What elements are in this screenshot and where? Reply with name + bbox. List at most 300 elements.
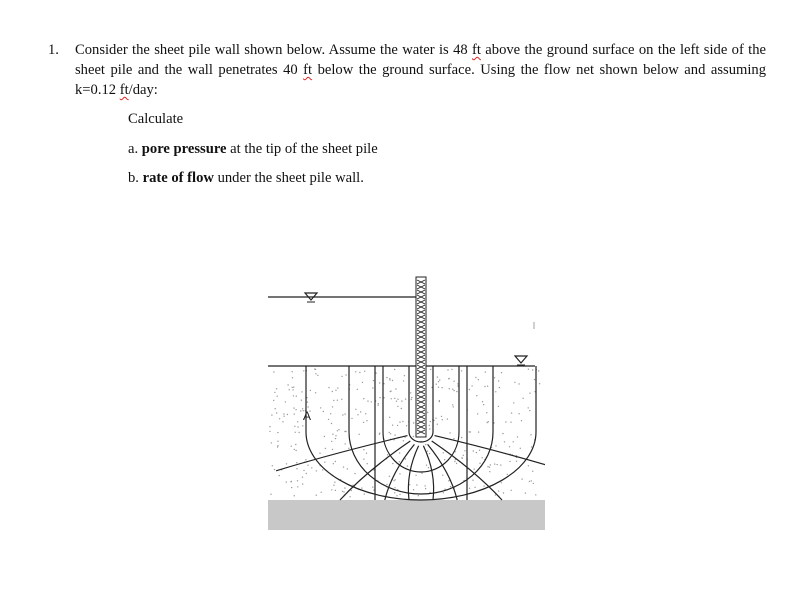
- soil-dot: [332, 449, 333, 450]
- soil-dot: [294, 426, 295, 427]
- soil-dot: [387, 454, 388, 455]
- soil-dot: [366, 420, 367, 421]
- soil-dot: [293, 407, 294, 408]
- soil-dot: [535, 494, 536, 495]
- soil-dot: [316, 495, 317, 496]
- soil-dot: [436, 384, 437, 385]
- soil-dot: [301, 400, 302, 401]
- soil-dot: [426, 465, 427, 466]
- soil-dot: [453, 381, 454, 382]
- soil-dot: [332, 406, 333, 407]
- soil-dot: [364, 493, 365, 494]
- soil-dot: [427, 412, 428, 413]
- soil-dot: [429, 453, 430, 454]
- soil-dot: [482, 457, 483, 458]
- soil-dot: [306, 473, 307, 474]
- question-a: [128, 141, 378, 158]
- soil-dot: [271, 414, 272, 415]
- soil-dot: [363, 398, 364, 399]
- soil-dot: [464, 450, 465, 451]
- soil-dot: [302, 483, 303, 484]
- soil-dot: [479, 450, 480, 451]
- soil-dot: [487, 422, 488, 423]
- soil-dot: [528, 465, 529, 466]
- soil-dot: [502, 433, 503, 434]
- soil-dot: [343, 466, 344, 467]
- soil-dot: [443, 452, 444, 453]
- soil-dot: [528, 407, 529, 408]
- soil-dot: [335, 390, 336, 391]
- soil-dot: [392, 425, 393, 426]
- soil-dot: [335, 435, 336, 436]
- soil-dot: [335, 438, 336, 439]
- soil-dot: [377, 405, 378, 406]
- soil-dot: [518, 383, 519, 384]
- soil-dot: [393, 480, 394, 481]
- soil-dot: [344, 413, 345, 414]
- soil-dot: [392, 463, 393, 464]
- soil-dot: [295, 450, 296, 451]
- soil-dot: [355, 371, 356, 372]
- soil-dot: [333, 400, 334, 401]
- equipotential-lines: [276, 366, 545, 500]
- soil-dot: [529, 410, 530, 411]
- soil-dot: [402, 421, 403, 422]
- soil-dot: [363, 422, 364, 423]
- soil-dot: [413, 422, 414, 423]
- soil-dot: [403, 380, 404, 381]
- soil-dot: [485, 371, 486, 372]
- soil-dot: [499, 387, 500, 388]
- soil-dot: [513, 441, 514, 442]
- question-b-text: under the sheet pile wall.: [213, 170, 364, 186]
- soil-dot: [383, 397, 384, 398]
- soil-dot: [324, 436, 325, 437]
- soil-dot: [291, 446, 292, 447]
- soil-dot: [444, 489, 445, 490]
- soil-dot: [283, 416, 284, 417]
- soil-dot: [501, 482, 502, 483]
- question-b-prefix: b.: [128, 170, 143, 186]
- soil-dot: [295, 432, 296, 433]
- soil-dot: [413, 489, 414, 490]
- soil-dot: [293, 386, 294, 387]
- soil-dot: [367, 463, 368, 464]
- soil-dot: [498, 406, 499, 407]
- soil-dot: [363, 449, 364, 450]
- soil-dot: [430, 369, 431, 370]
- soil-dot: [421, 473, 422, 474]
- soil-dot: [396, 401, 397, 402]
- question-a-keyword: pore pressure: [141, 141, 227, 157]
- soil-dot: [277, 432, 278, 433]
- soil-dot: [525, 492, 526, 493]
- soil-dot: [364, 371, 365, 372]
- soil-dot: [292, 389, 293, 390]
- soil-dot: [294, 413, 295, 414]
- soil-dot: [397, 406, 398, 407]
- soil-dot: [337, 400, 338, 401]
- soil-dot: [473, 450, 474, 451]
- soil-dot: [407, 465, 408, 466]
- soil-dot: [405, 458, 406, 459]
- soil-dot: [357, 389, 358, 390]
- soil-dot: [457, 383, 458, 384]
- soil-dot: [516, 461, 517, 462]
- soil-dot: [272, 465, 273, 466]
- soil-stipple: [269, 368, 540, 497]
- soil-dot: [447, 418, 448, 419]
- soil-dot: [298, 432, 299, 433]
- point-a-label: A: [303, 409, 312, 423]
- soil-dot: [469, 389, 470, 390]
- soil-dot: [331, 489, 332, 490]
- soil-dot: [494, 463, 495, 464]
- soil-dot: [438, 387, 439, 388]
- soil-dot: [489, 467, 490, 468]
- soil-dot: [474, 468, 475, 469]
- soil-dot: [456, 391, 457, 392]
- soil-dot: [392, 380, 393, 381]
- soil-dot: [325, 448, 326, 449]
- soil-dot: [300, 410, 301, 411]
- soil-dot: [269, 426, 270, 427]
- soil-dot: [341, 399, 342, 400]
- soil-dot: [372, 387, 373, 388]
- soil-dot: [529, 481, 530, 482]
- soil-dot: [505, 421, 506, 422]
- soil-dot: [501, 372, 502, 373]
- soil-dot: [520, 448, 521, 449]
- soil-dot: [292, 377, 293, 378]
- soil-dot: [474, 487, 475, 488]
- soil-dot: [425, 444, 426, 445]
- soil-dot: [484, 386, 485, 387]
- soil-dot: [427, 450, 428, 451]
- soil-dot: [452, 389, 453, 390]
- soil-dot: [443, 492, 444, 493]
- soil-dot: [343, 491, 344, 492]
- soil-dot: [319, 453, 320, 454]
- soil-dot: [395, 479, 396, 480]
- soil-dot: [279, 418, 280, 419]
- problem-number: 1.: [48, 42, 59, 58]
- soil-dot: [472, 480, 473, 481]
- soil-dot: [494, 377, 495, 378]
- soil-dot: [290, 481, 291, 482]
- soil-dot: [294, 449, 295, 450]
- soil-dot: [528, 369, 529, 370]
- soil-dot: [307, 465, 308, 466]
- soil-dot: [274, 392, 275, 393]
- soil-dot: [495, 391, 496, 392]
- soil-dot: [310, 390, 311, 391]
- soil-dot: [534, 379, 535, 380]
- soil-dot: [362, 382, 363, 383]
- soil-dot: [351, 490, 352, 491]
- soil-dot: [276, 412, 277, 413]
- soil-dot: [438, 381, 439, 382]
- soil-dot: [330, 413, 331, 414]
- soil-dot: [371, 401, 372, 402]
- soil-dot: [277, 446, 278, 447]
- soil-dot: [476, 452, 477, 453]
- soil-dot: [533, 483, 534, 484]
- soil-dot: [277, 396, 278, 397]
- soil-dot: [456, 463, 457, 464]
- soil-dot: [328, 387, 329, 388]
- question-a-prefix: a.: [128, 141, 142, 157]
- soil-dot: [292, 387, 293, 388]
- unit-ft-misspelled: ft: [472, 42, 481, 58]
- soil-dot: [461, 370, 462, 371]
- soil-dot: [403, 440, 404, 441]
- soil-dot: [449, 378, 450, 379]
- soil-dot: [355, 409, 356, 410]
- soil-dot: [532, 471, 533, 472]
- soil-dot: [297, 426, 298, 427]
- question-a-text: at the tip of the sheet pile: [226, 141, 378, 157]
- soil-dot: [333, 485, 334, 486]
- soil-dot: [394, 398, 395, 399]
- soil-dot: [315, 392, 316, 393]
- soil-dot: [530, 434, 531, 435]
- soil-dot: [487, 466, 488, 467]
- soil-dot: [463, 455, 464, 456]
- soil-dot: [295, 409, 296, 410]
- soil-dot: [335, 461, 336, 462]
- soil-dot: [379, 433, 380, 434]
- soil-dot: [509, 461, 510, 462]
- soil-dot: [518, 413, 519, 414]
- soil-dot: [287, 384, 288, 385]
- soil-dot: [286, 463, 287, 464]
- soil-dot: [495, 494, 496, 495]
- question-b: [128, 170, 364, 187]
- soil-dot: [311, 467, 312, 468]
- soil-dot: [279, 475, 280, 476]
- soil-dot: [342, 491, 343, 492]
- soil-dot: [424, 485, 425, 486]
- soil-dot: [276, 388, 277, 389]
- soil-dot: [482, 401, 483, 402]
- soil-dot: [532, 369, 533, 370]
- soil-dot: [394, 369, 395, 370]
- soil-dot: [386, 484, 387, 485]
- soil-dot: [441, 387, 442, 388]
- soil-dot: [477, 413, 478, 414]
- soil-dot: [359, 434, 360, 435]
- soil-dot: [394, 434, 395, 435]
- soil-dot: [348, 448, 349, 449]
- soil-dot: [478, 431, 479, 432]
- soil-dot: [296, 462, 297, 463]
- soil-dot: [397, 425, 398, 426]
- soil-dot: [413, 436, 414, 437]
- soil-dot: [449, 388, 450, 389]
- soil-dot: [470, 431, 471, 432]
- soil-dot: [316, 470, 317, 471]
- soil-dot: [363, 458, 364, 459]
- soil-dot: [488, 421, 489, 422]
- soil-dot: [389, 378, 390, 379]
- soil-dot: [354, 473, 355, 474]
- soil-dot: [522, 398, 523, 399]
- equipotential-line: [276, 436, 407, 471]
- soil-dot: [399, 421, 400, 422]
- soil-dot: [295, 444, 296, 445]
- soil-dot: [531, 480, 532, 481]
- soil-dot: [509, 446, 510, 447]
- soil-dot: [503, 492, 504, 493]
- soil-dot: [359, 372, 360, 373]
- soil-dot: [453, 438, 454, 439]
- soil-dot: [511, 490, 512, 491]
- unit-ft-misspelled: ft: [119, 82, 129, 98]
- soil-dot: [521, 420, 522, 421]
- soil-dot: [479, 463, 480, 464]
- soil-dot: [386, 377, 387, 378]
- soil-dot: [389, 379, 390, 380]
- soil-dot: [275, 408, 276, 409]
- soil-dot: [478, 379, 479, 380]
- soil-dot: [323, 411, 324, 412]
- soil-dot: [437, 376, 438, 377]
- soil-dot: [335, 490, 336, 491]
- soil-dot: [378, 403, 379, 404]
- soil-dot: [410, 392, 411, 393]
- soil-dot: [469, 488, 470, 489]
- soil-dot: [274, 469, 275, 470]
- soil-dot: [529, 393, 530, 394]
- soil-dot: [349, 496, 350, 497]
- soil-dot: [416, 484, 417, 485]
- water-level-marker-right: [515, 356, 527, 363]
- soil-dot: [442, 475, 443, 476]
- soil-dot: [322, 469, 323, 470]
- soil-dot: [495, 445, 496, 446]
- soil-dot: [513, 402, 514, 403]
- soil-dot: [411, 397, 412, 398]
- soil-dot: [439, 401, 440, 402]
- soil-dot: [406, 425, 407, 426]
- soil-dot: [293, 395, 294, 396]
- soil-dot: [361, 487, 362, 488]
- soil-dot: [291, 487, 292, 488]
- soil-dot: [332, 434, 333, 435]
- question-b-keyword: rate of flow: [142, 170, 214, 186]
- soil-dot: [333, 463, 334, 464]
- soil-dot: [425, 488, 426, 489]
- soil-dot: [449, 432, 450, 433]
- soil-dot: [337, 430, 338, 431]
- soil-dot: [360, 411, 361, 412]
- problem-text-part: Consider the sheet pile wall shown below. Assume the water is 48: [75, 42, 473, 58]
- soil-dot: [429, 425, 430, 426]
- soil-dot: [303, 470, 304, 471]
- soil-dot: [399, 452, 400, 453]
- soil-dot: [435, 418, 436, 419]
- soil-dot: [366, 453, 367, 454]
- soil-dot: [315, 369, 316, 370]
- soil-dot: [514, 382, 515, 383]
- soil-dot: [373, 380, 374, 381]
- soil-dot: [372, 486, 373, 487]
- soil-dot: [273, 400, 274, 401]
- soil-dot: [345, 374, 346, 375]
- soil-dot: [331, 423, 332, 424]
- soil-dot: [531, 446, 532, 447]
- unit-ft-misspelled: ft: [303, 62, 313, 78]
- soil-dot: [297, 486, 298, 487]
- soil-dot: [292, 371, 293, 372]
- soil-dot: [430, 421, 431, 422]
- soil-dot: [277, 445, 278, 446]
- soil-dot: [396, 495, 397, 496]
- soil-dot: [271, 442, 272, 443]
- soil-dot: [328, 419, 329, 420]
- soil-dot: [302, 477, 303, 478]
- soil-dot: [294, 495, 295, 496]
- soil-dot: [315, 373, 316, 374]
- soil-dot: [344, 431, 345, 432]
- soil-dot: [277, 441, 278, 442]
- problem-statement: [48, 40, 766, 100]
- soil-dot: [437, 424, 438, 425]
- soil-dot: [411, 399, 412, 400]
- soil-dot: [273, 371, 274, 372]
- soil-dot: [390, 433, 391, 434]
- soil-dot: [305, 459, 306, 460]
- soil-dot: [500, 464, 501, 465]
- soil-dot: [347, 468, 348, 469]
- soil-dot: [486, 412, 487, 413]
- soil-dot: [399, 461, 400, 462]
- impervious-layer: [268, 500, 545, 530]
- soil-dot: [394, 492, 395, 493]
- soil-dot: [511, 412, 512, 413]
- soil-dot: [286, 481, 287, 482]
- soil-dot: [401, 400, 402, 401]
- soil-dot: [320, 407, 321, 408]
- soil-dot: [487, 386, 488, 387]
- soil-dot: [453, 406, 454, 407]
- soil-dot: [439, 379, 440, 380]
- soil-dot: [297, 480, 298, 481]
- soil-dot: [302, 425, 303, 426]
- soil-dot: [405, 398, 406, 399]
- soil-dot: [338, 429, 339, 430]
- soil-dot: [453, 390, 454, 391]
- soil-dot: [450, 486, 451, 487]
- soil-dot: [282, 421, 283, 422]
- problem-text-part: below the ground surface. Using the flow net shown below and assuming k=0.12: [75, 62, 766, 98]
- soil-dot: [483, 485, 484, 486]
- soil-dot: [297, 421, 298, 422]
- soil-dot: [389, 432, 390, 433]
- soil-dot: [379, 382, 380, 383]
- soil-dot: [307, 406, 308, 407]
- soil-dot: [510, 422, 511, 423]
- soil-dot: [344, 487, 345, 488]
- soil-dot: [418, 495, 419, 496]
- soil-dot: [415, 475, 416, 476]
- soil-dot: [399, 494, 400, 495]
- soil-dot: [367, 400, 368, 401]
- flow-net-diagram: [255, 272, 545, 542]
- soil-dot: [390, 391, 391, 392]
- soil-dot: [441, 416, 442, 417]
